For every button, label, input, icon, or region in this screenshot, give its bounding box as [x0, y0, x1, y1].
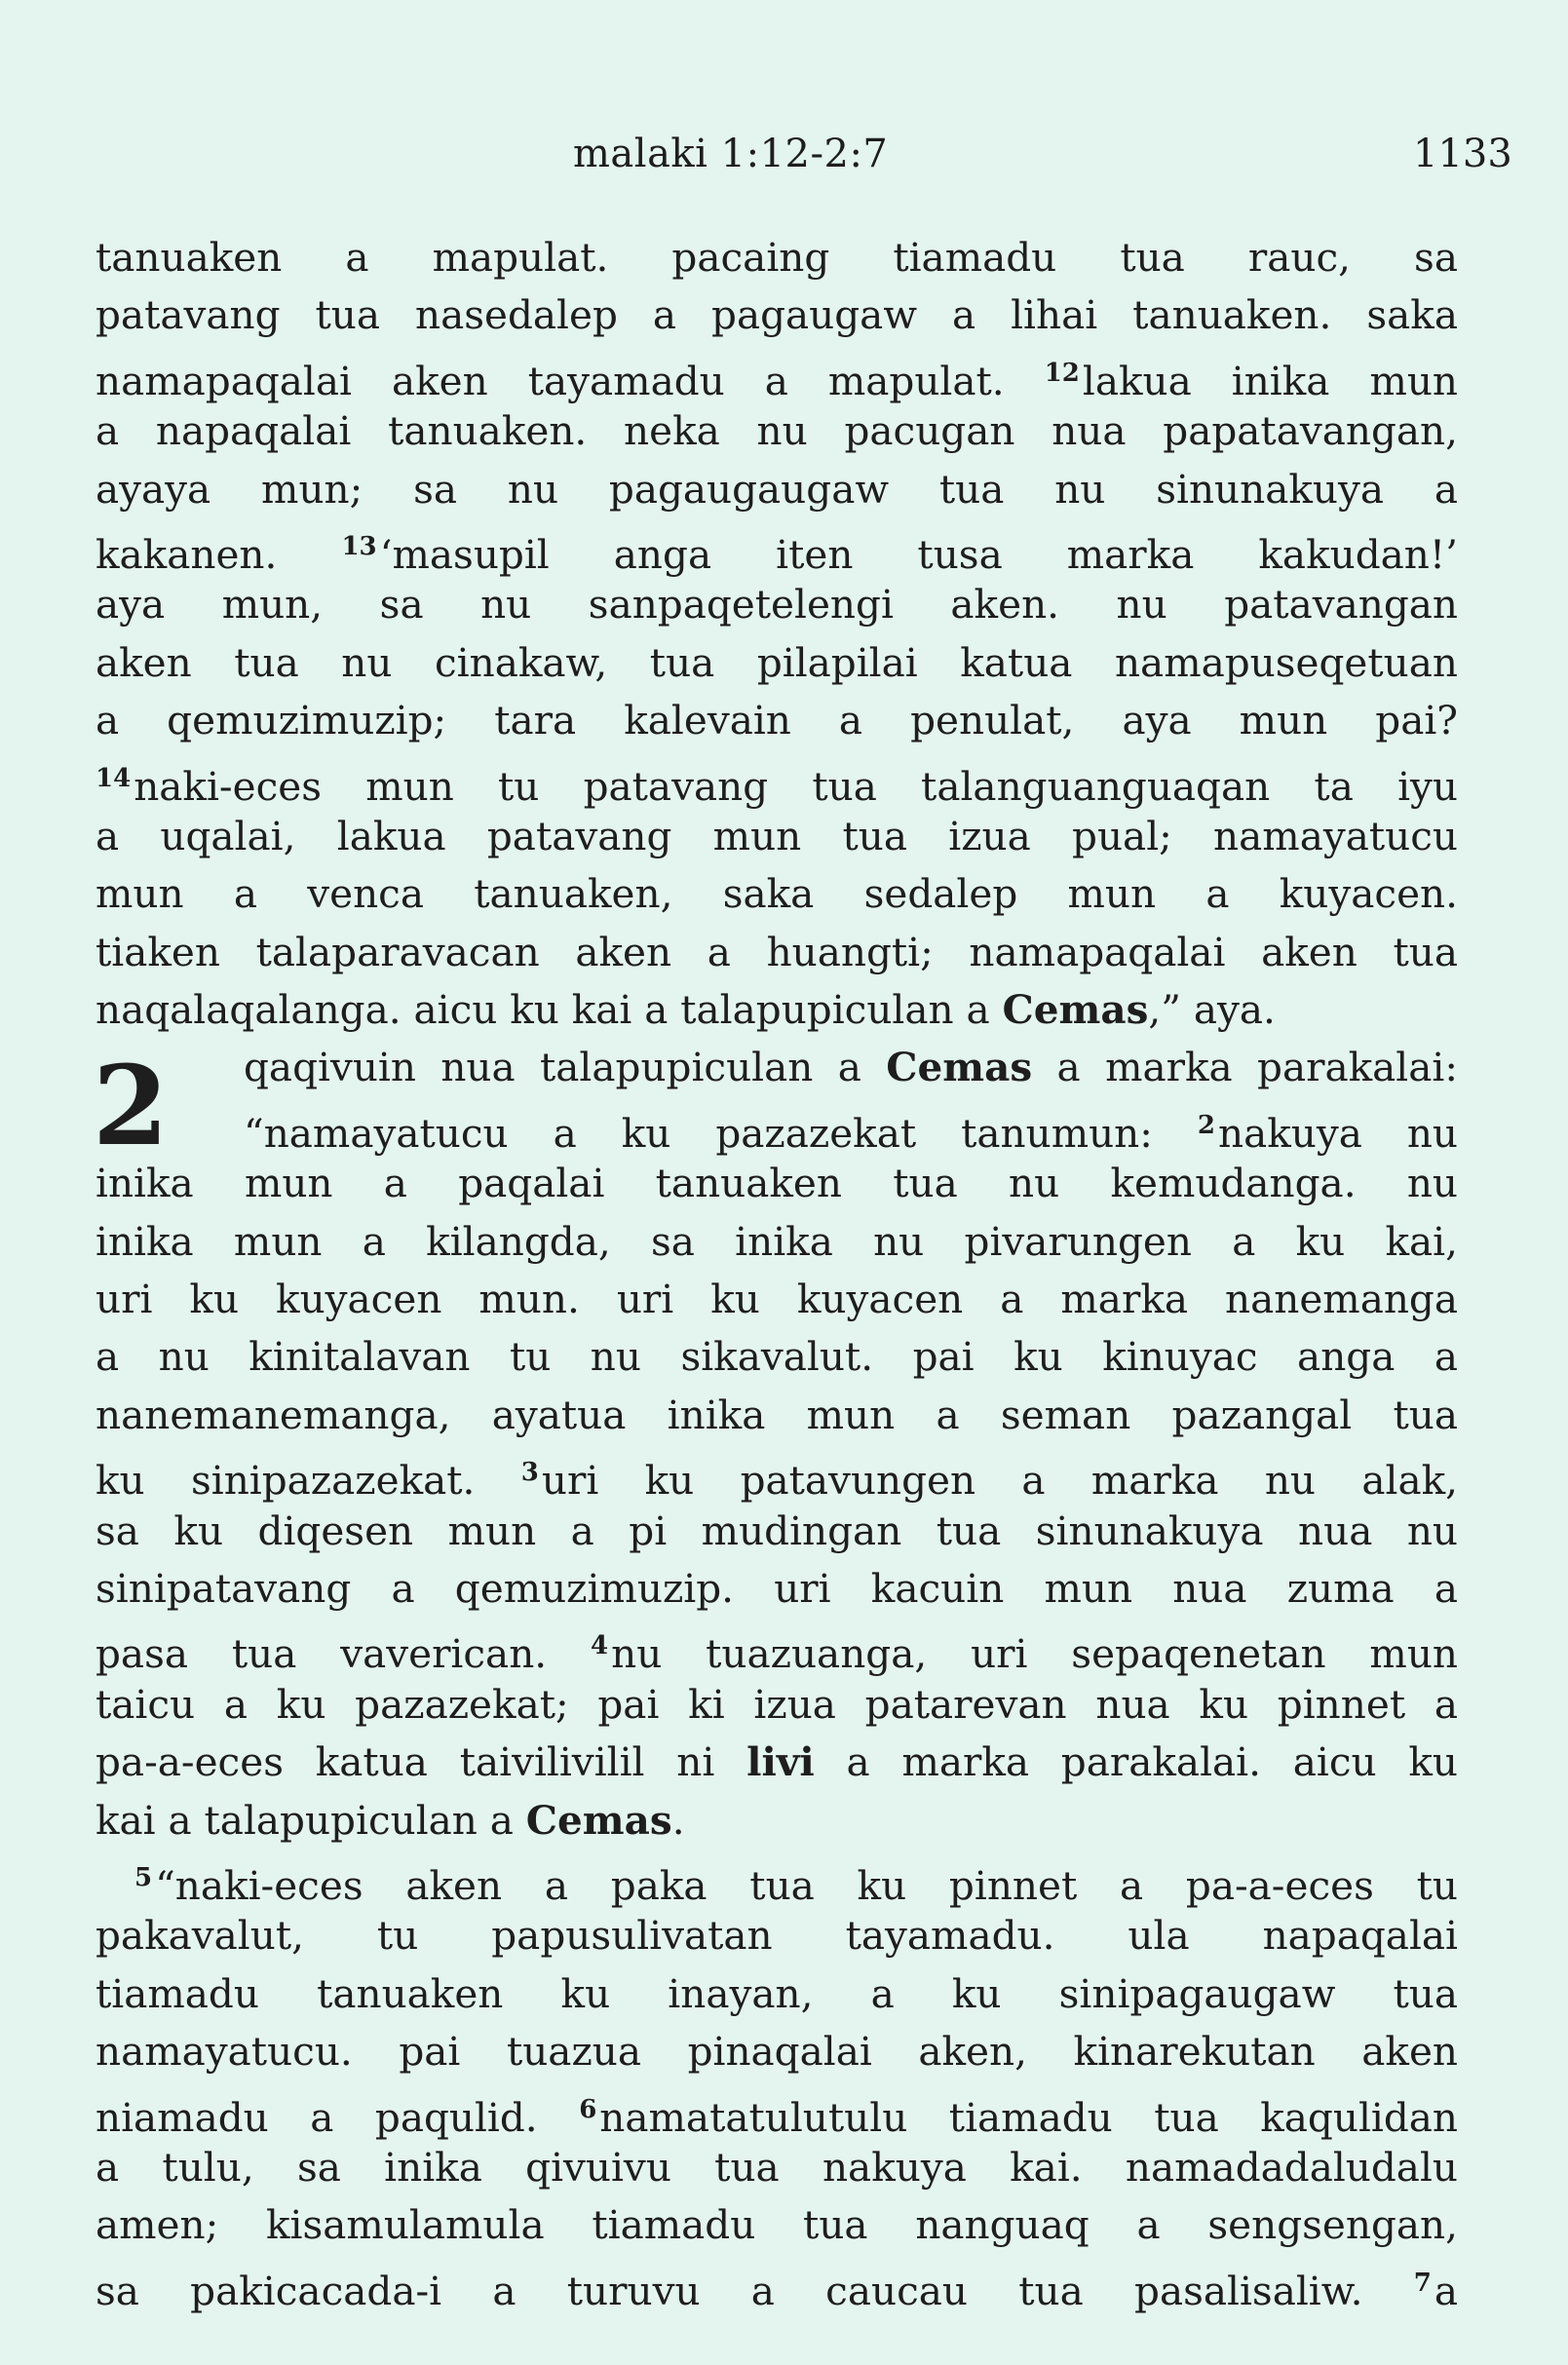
text-line: namapaqalai aken tayamadu a mapulat. $^{12}$lakua inika mun	[96, 357, 1459, 404]
text-line: niamadu a paqulid. $^6$namatatulutulu tiamadu tua kaqulidan	[96, 2093, 1459, 2141]
text-line: pakavalut, tu papusulivatan tayamadu. ula napaqalai	[96, 1912, 1458, 1960]
text-line: naqalaqalanga. aicu ku kai a talapupiculan a Cemas,” aya.	[96, 986, 1276, 1034]
text-line: tanuaken a mapulat. pacaing tiamadu tua rauc, sa	[96, 234, 1458, 281]
emphasized-word: livi	[746, 1738, 815, 1786]
text-line: tiamadu tanuaken ku inayan, a ku sinipagaugaw tua	[96, 1969, 1458, 2017]
text-line: inika mun a kilangda, sa inika nu pivarungen a ku kai,	[96, 1217, 1458, 1265]
body-text	[96, 229, 1458, 2312]
text-line: inika mun a paqalai tanuaken tua nu kemudanga. nu	[96, 1160, 1458, 1207]
verse-number: 13	[341, 531, 377, 561]
text-line: kai a talapupiculan a Cemas.	[96, 1796, 685, 1844]
text-line: $^{14}$naki-eces mun tu patavang tua talanguanguaqan ta iyu	[96, 762, 1458, 810]
page-number: 1133	[1413, 132, 1512, 176]
text-line: a nu kinitalavan tu nu sikavalut. pai ku kinuyac anga a	[96, 1333, 1458, 1381]
divine-name: Cemas	[886, 1044, 1033, 1091]
text-line: namayatucu. pai tuazua pinaqalai aken, kinarekutan aken	[96, 2028, 1458, 2076]
text-line: pa-a-eces katua taivilivilil ni livi a marka parakalai. aicu ku	[96, 1738, 1459, 1786]
running-title: malaki 1:12-2:7	[573, 132, 889, 176]
text-line: a qemuzimuzip; tara kalevain a penulat, aya mun pai?	[96, 697, 1458, 744]
divine-name: Cemas	[525, 1796, 672, 1844]
text-line: $^5$“naki-eces aken a paka tua ku pinnet a pa-a-eces tu	[134, 1861, 1458, 1909]
divine-name: Cemas	[1002, 986, 1149, 1034]
verse-number: 12	[1044, 358, 1080, 388]
text-line: nanemanemanga, ayatua inika mun a seman pazangal tua	[96, 1391, 1458, 1438]
text-line: taicu a ku pazazekat; pai ki izua patarevan nua ku pinnet a	[96, 1680, 1458, 1728]
verse-number: 3	[520, 1458, 539, 1488]
text-line: amen; kisamulamula tiamadu tua nanguaq a sengsengan,	[96, 2201, 1458, 2249]
verse-number: 6	[579, 2094, 597, 2124]
text-line: mun a venca tanuaken, saka sedalep mun a kuyacen.	[96, 870, 1458, 918]
text-line: ku sinipazazekat. $^3$uri ku patavungen a marka nu alak,	[96, 1457, 1459, 1505]
chapter-number: 2	[93, 1043, 169, 1170]
text-line: a uqalai, lakua patavang mun tua izua pual; namayatucu	[96, 812, 1458, 859]
text-line: a napaqalai tanuaken. neka nu pacugan nua papatavangan,	[96, 407, 1458, 455]
verse-number: 14	[96, 763, 132, 793]
text-line: kakanen. $^{13}$‘masupil anga iten tusa marka kakudan!’	[96, 530, 1459, 578]
text-line: qaqivuin nua talapupiculan a Cemas a marka parakalai:	[244, 1044, 1458, 1091]
verse-number: 7	[1413, 2268, 1432, 2298]
verse-number: 4	[591, 1631, 609, 1661]
text-line: sa pakicacada-i a turuvu a caucau tua pasalisaliw. $^7$a	[96, 2267, 1459, 2314]
text-line: tiaken talaparavacan aken a huangti; namapaqalai aken tua	[96, 928, 1458, 975]
page-header	[0, 132, 1568, 190]
text-line: pasa tua vaverican. $^4$nu tuazuanga, uri sepaqenetan mun	[96, 1630, 1458, 1678]
text-line: aken tua nu cinakaw, tua pilapilai katua namapuseqetuan	[96, 638, 1458, 686]
text-line: aya mun, sa nu sanpaqetelengi aken. nu patavangan	[96, 581, 1458, 629]
text-line: uri ku kuyacen mun. uri ku kuyacen a marka nanemanga	[96, 1276, 1458, 1323]
verse-number: 5	[134, 1862, 153, 1892]
text-line: sa ku diqesen mun a pi mudingan tua sinunakuya nua nu	[96, 1507, 1458, 1554]
text-line: a tulu, sa inika qivuivu tua nakuya kai. namadadaludalu	[96, 2143, 1458, 2191]
text-line: “namayatucu a ku pazazekat tanumun: $^2$nakuya nu	[244, 1109, 1459, 1157]
text-line: ayaya mun; sa nu pagaugaugaw tua nu sinunakuya a	[96, 465, 1458, 513]
text-line: patavang tua nasedalep a pagaugaw a lihai tanuaken. saka	[96, 291, 1458, 339]
verse-number: 2	[1197, 1110, 1215, 1140]
text-line: sinipatavang a qemuzimuzip. uri kacuin mun nua zuma a	[96, 1564, 1458, 1612]
